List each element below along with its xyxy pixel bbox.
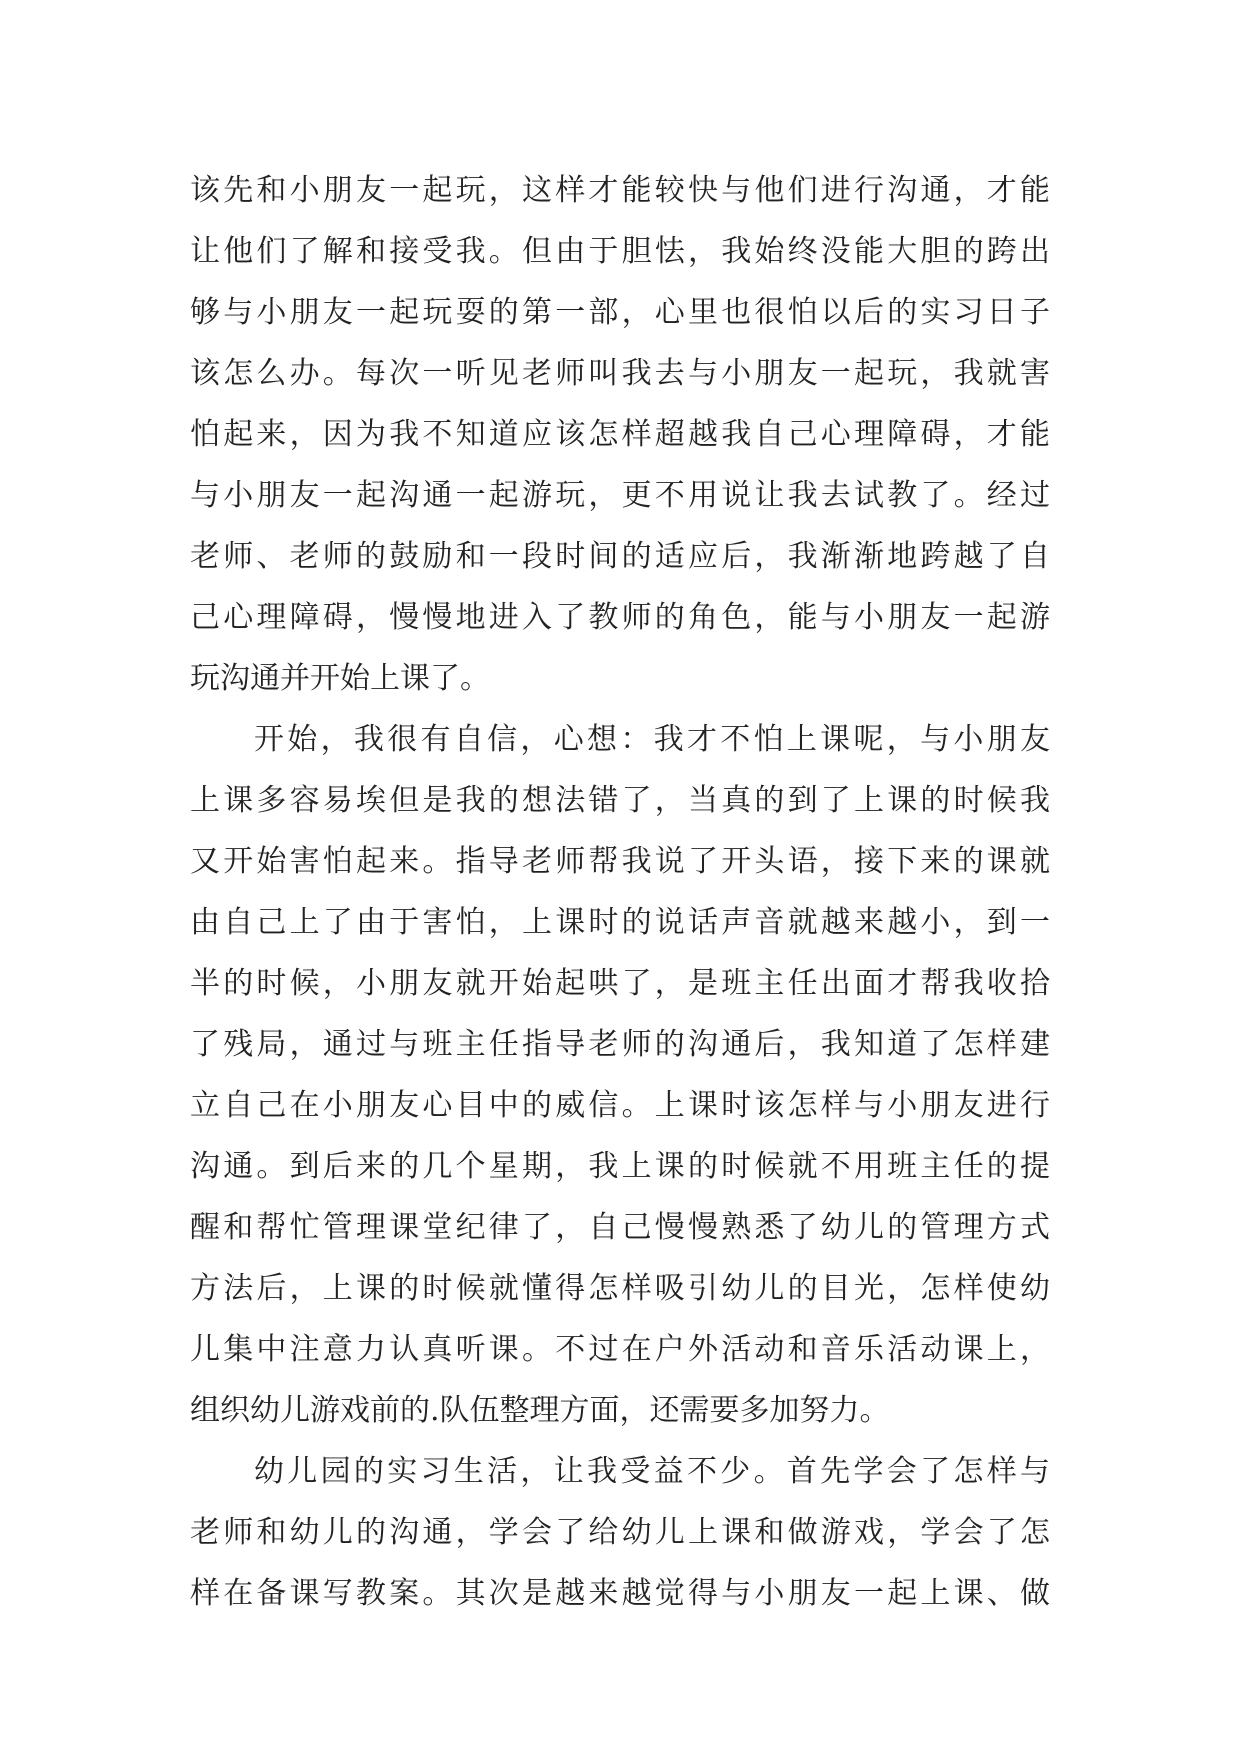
text-line: 组织幼儿游戏前的.队伍整理方面，还需要多加努力。 [190,1393,890,1428]
text-line: 让他们了解和接受我。但由于胆怯，我始终没能大胆的跨出 [190,234,1050,269]
text-line: 立自己在小朋友心目中的威信。上课时该怎样与小朋友进行 [190,1088,1050,1123]
text-line: 够与小朋友一起玩耍的第一部，心里也很怕以后的实习日子 [190,295,1050,330]
text-line: 半的时候，小朋友就开始起哄了，是班主任出面才帮我收拾 [190,966,1050,1001]
text-line: 玩沟通并开始上课了。 [190,661,490,696]
text-line: 老师和幼儿的沟通，学会了给幼儿上课和做游戏，学会了怎 [190,1515,1050,1550]
text-line: 沟通。到后来的几个星期，我上课的时候就不用班主任的提 [190,1149,1050,1184]
body-text [190,160,1050,1624]
text-line: 怕起来，因为我不知道应该怎样超越我自己心理障碍，才能 [190,417,1050,452]
text-line: 与小朋友一起沟通一起游玩，更不用说让我去试教了。经过 [190,478,1050,513]
text-line: 老师、老师的鼓励和一段时间的适应后，我渐渐地跨越了自 [190,539,1050,574]
text-line: 儿集中注意力认真听课。不过在户外活动和音乐活动课上， [190,1332,1050,1367]
text-line: 己心理障碍，慢慢地进入了教师的角色，能与小朋友一起游 [190,600,1050,635]
text-line: 又开始害怕起来。指导老师帮我说了开头语，接下来的课就 [190,844,1050,879]
text-line: 开始，我很有自信，心想：我才不怕上课呢，与小朋友 [254,722,1050,757]
text-line: 该怎么办。每次一听见老师叫我去与小朋友一起玩，我就害 [190,356,1050,391]
text-line: 样在备课写教案。其次是越来越觉得与小朋友一起上课、做 [190,1576,1050,1611]
text-line: 醒和帮忙管理课堂纪律了，自己慢慢熟悉了幼儿的管理方式 [190,1210,1050,1245]
text-line: 了残局，通过与班主任指导老师的沟通后，我知道了怎样建 [190,1027,1050,1062]
text-line: 幼儿园的实习生活，让我受益不少。首先学会了怎样与 [254,1454,1050,1489]
text-line: 该先和小朋友一起玩，这样才能较快与他们进行沟通，才能 [190,173,1050,208]
text-line: 上课多容易埃但是我的想法错了，当真的到了上课的时候我 [190,783,1050,818]
text-line: 方法后，上课的时候就懂得怎样吸引幼儿的目光，怎样使幼 [190,1271,1050,1306]
text-line: 由自己上了由于害怕，上课时的说话声音就越来越小，到一 [190,905,1050,940]
